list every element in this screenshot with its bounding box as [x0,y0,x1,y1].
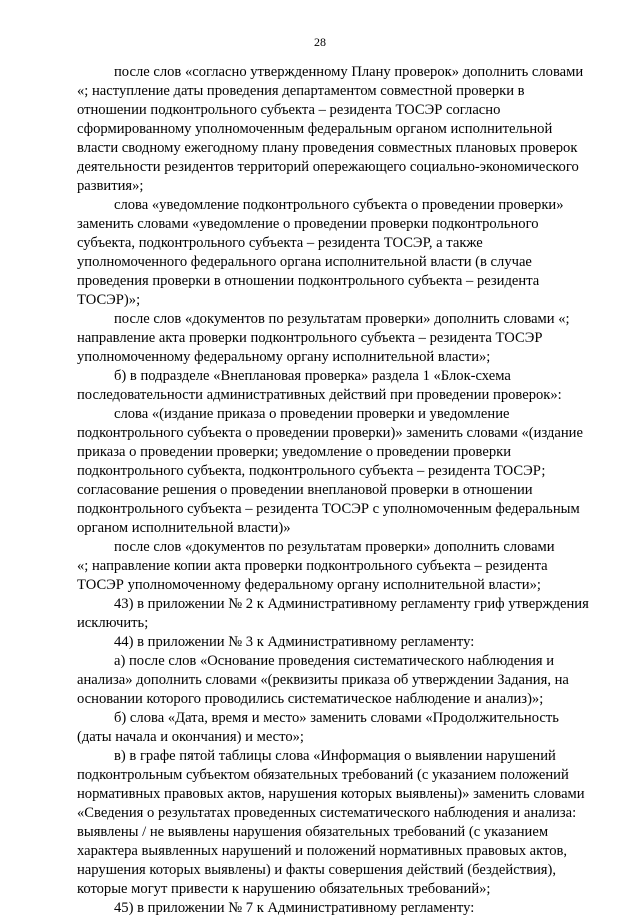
paragraph-2: слова «уведомление подконтрольного субъекта о проведении проверки» заменить словами «уведомление о проведении проверки подконтрольного субъекта, подконтрольного субъекта – резидента ТОСЭР, а также уполномоченного федерального органа исполнительной власти (в случае проведения проверки в отношении подконтрольного субъекта – резидента ТОСЭР)»; [77,197,564,308]
paragraph-4: б) в подразделе «Внеплановая проверка» раздела 1 «Блок-схема последовательности административных действий при проведении проверок»: [77,368,562,403]
paragraph-12: 45) в приложении № 7 к Административному регламенту: [114,900,475,916]
paragraph-3: после слов «документов по результатам проверки» дополнить словами «; направление акта проверки подконтрольного субъекта – резидента ТОСЭР уполномоченному федеральному органу исполнительной власти»; [77,311,570,365]
paragraph-11: в) в графе пятой таблицы слова «Информация о выявлении нарушений подконтрольным субъектом обязательных требований (с указанием положений нормативных правовых актов, нарушения которых выявлены)» заменить словами «Сведения о результатах проведенных систематического наблюдения и анализа: выявлены / не выявлены нарушения обязательных требований (с указанием характера выявленных нарушений и положений нормативных правовых актов, нарушения которых выявлены) и факты совершения действий (бездействия), которые могут привести к нарушению обязательных требований»; [77,748,585,897]
document-body [77,63,609,918]
paragraph-8: 44) в приложении № 3 к Административному регламенту: [114,634,475,650]
paragraph-1: после слов «согласно утвержденному Плану проверок» дополнить словами «; наступление даты проведения департаментом совместной проверки в отношении подконтрольного субъекта – резидента ТОСЭР согласно сформированному уполномоченным федеральным органом исполнительной власти сводному ежегодному плану проведения совместных плановых проверок деятельности резидентов территорий опережающего социально-экономического развития»; [77,64,584,194]
paragraph-7: 43) в приложении № 2 к Административному регламенту гриф утверждения исключить; [77,596,589,631]
paragraph-6: после слов «документов по результатам проверки» дополнить словами «; направление копии акта проверки подконтрольного субъекта – резидента ТОСЭР уполномоченному федеральному органу исполнительной власти»; [77,539,555,593]
paragraph-10: б) слова «Дата, время и место» заменить словами «Продолжительность (даты начала и окончания) и место»; [77,710,559,745]
page-number: 28 [314,35,326,49]
paragraph-9: а) после слов «Основание проведения систематического наблюдения и анализа» дополнить словами «(реквизиты приказа об утверждении Задания, на основании которого проводились систематическое наблюдение и анализ)»; [77,653,569,707]
paragraph-5: слова «(издание приказа о проведении проверки и уведомление подконтрольного субъекта о проведении проверки)» заменить словами «(издание приказа о проведении проверки; уведомление о проведении проверки подконтрольного субъекта, подконтрольного субъекта – резидента ТОСЭР; согласование решения о проведении внеплановой проверки в отношении подконтрольного субъекта – резидента ТОСЭР с уполномоченным федеральным органом исполнительной власти)» [77,406,583,536]
